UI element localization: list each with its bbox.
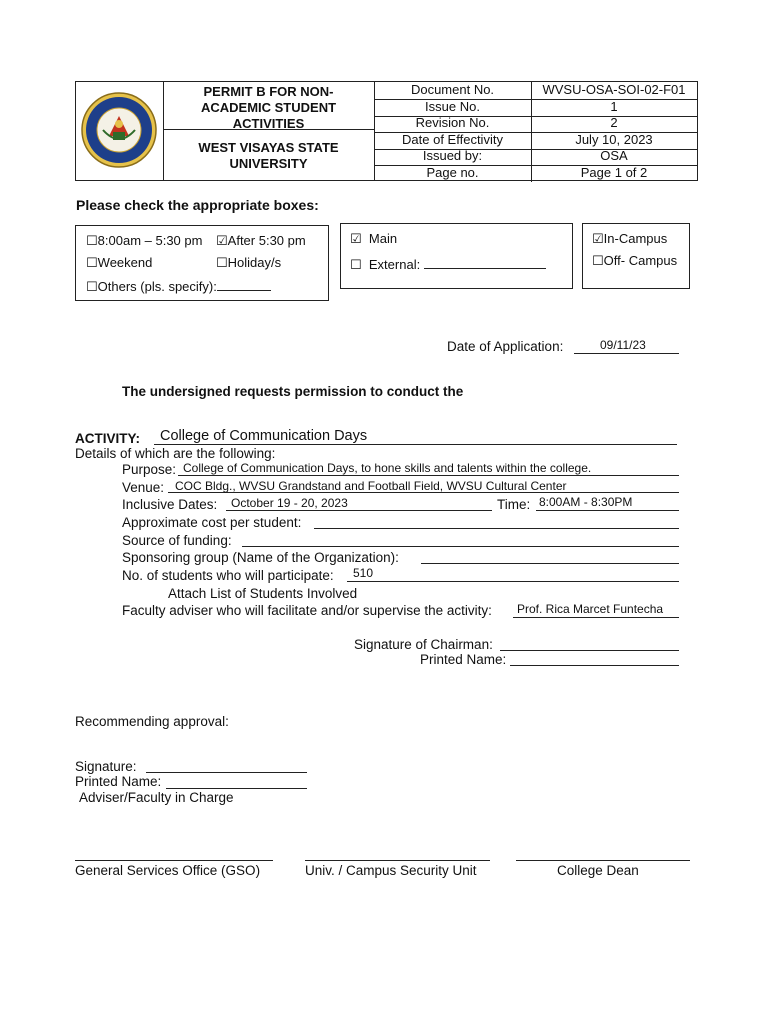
students-value[interactable]: 510: [353, 566, 374, 580]
inclusive-dates-line: [226, 510, 492, 511]
request-statement: The undersigned requests permission to conduct the: [122, 384, 464, 399]
gso-label: General Services Office (GSO): [75, 863, 261, 878]
checkbox-label: Holiday/s: [227, 255, 282, 270]
university-name-line-1: WEST VISAYAS STATE: [198, 140, 339, 155]
time-options-box: [75, 225, 329, 301]
meta-label: Date of Effectivity: [374, 132, 532, 149]
checkbox-unchecked-icon: ☐: [86, 233, 98, 248]
meta-label: Issued by:: [374, 148, 532, 165]
external-specify-line[interactable]: [424, 254, 546, 269]
checkbox-label: Main: [368, 231, 398, 246]
checkbox-label: In-Campus: [603, 231, 668, 246]
checkbox-unchecked-icon: ☐: [592, 253, 604, 268]
venue-label: Venue:: [122, 480, 165, 495]
time-line: [536, 510, 679, 511]
checkbox-checked-icon: ☑: [350, 231, 362, 246]
checkbox-label: Weekend: [97, 255, 153, 270]
checkbox-weekend[interactable]: [86, 255, 152, 271]
purpose-label: Purpose:: [122, 462, 177, 477]
dean-signature-line[interactable]: [516, 860, 690, 861]
checkbox-unchecked-icon: ☐: [86, 279, 98, 294]
meta-row: [374, 115, 697, 133]
security-signature-line[interactable]: [305, 860, 490, 861]
date-of-application-value[interactable]: 09/11/23: [600, 338, 646, 352]
students-label: No. of students who will participate:: [122, 568, 334, 583]
meta-value: WVSU-OSA-SOI-02-F01: [542, 82, 686, 97]
checkbox-checked-icon: ☑: [216, 233, 228, 248]
checkbox-in-campus[interactable]: [592, 231, 667, 247]
students-line: [347, 581, 679, 582]
meta-value: OSA: [600, 148, 628, 163]
cost-label: Approximate cost per student:: [122, 515, 302, 530]
activity-value[interactable]: College of Communication Days: [160, 428, 368, 444]
venue-value[interactable]: COC Bldg., WVSU Grandstand and Football Field, WVSU Cultural Center: [175, 479, 567, 493]
meta-value: 2: [610, 115, 618, 130]
logo-cell: [76, 82, 164, 180]
recommending-printed-name-line[interactable]: [166, 788, 307, 789]
recommending-approval-label: Recommending approval:: [75, 714, 229, 729]
adviser-label: Faculty adviser who will facilitate and/or supervise the activity:: [122, 603, 492, 618]
sponsor-label: Sponsoring group (Name of the Organization):: [122, 550, 399, 565]
time-value[interactable]: 8:00AM - 8:30PM: [539, 495, 633, 509]
checkbox-unchecked-icon: ☐: [216, 255, 228, 270]
meta-label: Page no.: [374, 165, 532, 182]
form-title-line-1: PERMIT B FOR NON-: [203, 84, 334, 99]
meta-row: [374, 99, 697, 117]
recommending-signature-line[interactable]: [146, 772, 307, 773]
adviser-role-label: Adviser/Faculty in Charge: [79, 790, 234, 805]
funding-line[interactable]: [242, 546, 679, 547]
inclusive-dates-value[interactable]: October 19 - 20, 2023: [231, 496, 348, 510]
checkbox-label: 8:00am – 5:30 pm: [97, 233, 203, 248]
campus-options-box: [582, 223, 690, 289]
checkbox-holiday[interactable]: [216, 255, 281, 271]
checkbox-checked-icon: ☑: [592, 231, 604, 246]
meta-value: July 10, 2023: [575, 131, 653, 147]
title-cell: [163, 82, 375, 180]
inclusive-dates-label: Inclusive Dates:: [122, 497, 218, 512]
funding-label: Source of funding:: [122, 533, 232, 548]
checkbox-label: After 5:30 pm: [227, 233, 306, 248]
date-of-application-line: [574, 353, 679, 354]
time-label: Time:: [497, 497, 531, 512]
header-table: [75, 81, 698, 181]
chairman-signature-line[interactable]: [500, 650, 679, 651]
chairman-signature-label: Signature of Chairman:: [354, 637, 493, 652]
adviser-line: [513, 617, 679, 618]
meta-row: [374, 148, 697, 166]
chairman-printed-name-label: Printed Name:: [420, 652, 507, 667]
others-specify-line[interactable]: [217, 276, 271, 291]
checkbox-external[interactable]: [350, 254, 546, 273]
checkbox-label: External:: [368, 257, 421, 272]
document-meta: [374, 82, 697, 180]
purpose-line: [178, 475, 679, 476]
meta-row: [374, 165, 697, 182]
meta-value: 1: [610, 98, 618, 114]
meta-label: Issue No.: [374, 99, 532, 116]
checkbox-others[interactable]: [86, 276, 271, 295]
checkbox-unchecked-icon: ☐: [350, 257, 362, 272]
checkbox-label: Off- Campus: [603, 253, 678, 268]
checkbox-off-campus[interactable]: [592, 253, 677, 269]
form-title-line-2: ACADEMIC STUDENT: [200, 100, 337, 115]
university-seal-icon: [79, 90, 159, 170]
checkbox-after-hours[interactable]: [216, 233, 306, 249]
recommending-printed-name-label: Printed Name:: [75, 774, 162, 789]
dean-label: College Dean: [557, 863, 639, 878]
meta-row: [374, 82, 697, 100]
recommending-signature-label: Signature:: [75, 759, 137, 774]
university-name: [163, 131, 374, 180]
meta-value: Page 1 of 2: [580, 164, 648, 180]
activity-label: ACTIVITY:: [75, 431, 140, 446]
cost-line[interactable]: [314, 528, 679, 529]
date-of-application-label: Date of Application:: [447, 339, 564, 354]
form-title-line-3: ACTIVITIES: [232, 116, 305, 131]
checkbox-label: Others (pls. specify):: [97, 279, 217, 294]
checkbox-weekday-hours[interactable]: [86, 233, 202, 249]
chairman-printed-name-line[interactable]: [510, 665, 679, 666]
purpose-value[interactable]: College of Communication Days, to hone skills and talents within the college.: [183, 461, 592, 475]
sponsor-line[interactable]: [421, 563, 679, 564]
activity-line: [154, 444, 677, 445]
university-name-line-2: UNIVERSITY: [229, 156, 308, 171]
checkbox-unchecked-icon: ☐: [86, 255, 98, 270]
meta-label: Revision No.: [374, 115, 532, 132]
instruction-heading: Please check the appropriate boxes:: [76, 197, 319, 213]
checkbox-main[interactable]: [350, 231, 397, 247]
details-label: Details of which are the following:: [75, 446, 276, 461]
gso-signature-line[interactable]: [75, 860, 273, 861]
meta-row: [374, 132, 697, 150]
meta-label: Document No.: [374, 82, 532, 99]
location-options-box: [340, 223, 573, 289]
security-label: Univ. / Campus Security Unit: [305, 863, 477, 878]
adviser-value[interactable]: Prof. Rica Marcet Funtecha: [517, 602, 664, 616]
form-title: [163, 82, 374, 130]
attach-list-note: Attach List of Students Involved: [168, 586, 358, 601]
